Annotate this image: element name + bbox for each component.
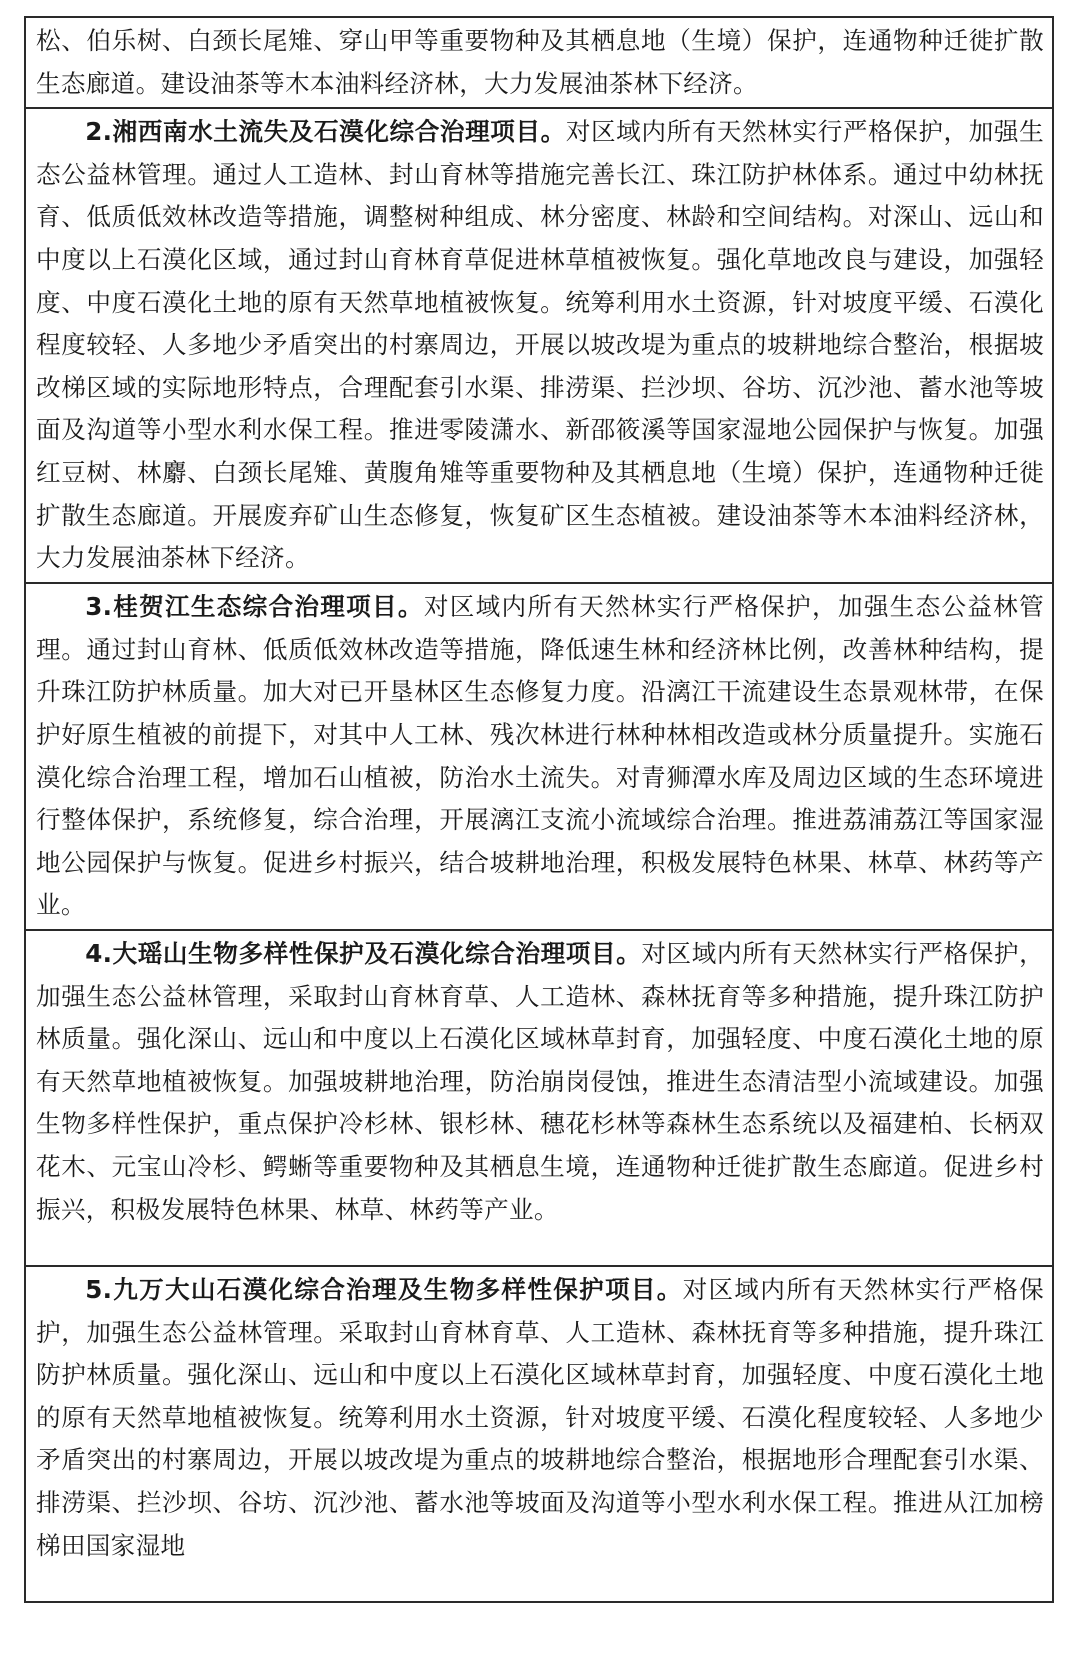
continuation-paragraph <box>36 20 1044 105</box>
table-cell <box>25 17 1053 108</box>
table-cell <box>25 583 1053 930</box>
table-cell <box>25 930 1053 1266</box>
paragraph-body: 对区域内所有天然林实行严格保护，加强生态公益林管理。采取封山育林育草、人工造林、森林抚育等多种措施，提升珠江防护林质量。强化深山、远山和中度以上石漠化区域林草封育，加强轻度、中度石漠化土地的原有天然草地植被恢复。统筹利用水土资源，针对坡度平缓、石漠化程度较轻、人多地少矛盾突出的村寨周边，开展以坡改堤为重点的坡耕地综合整治，根据地形合理配套引水渠、排涝渠、拦沙坝、谷坊、沉沙池、蓄水池等坡面及沟道等小型水利水保工程。推进从江加榜梯田国家湿地 <box>36 1274 1044 1560</box>
table-cell <box>25 1266 1053 1602</box>
paragraph-body: 对区域内所有天然林实行严格保护，加强生态公益林管理，采取封山育林育草、人工造林、森林抚育等多种措施，提升珠江防护林质量。强化深山、远山和中度以上石漠化区域林草封育，加强轻度、中度石漠化土地的原有天然草地植被恢复。加强坡耕地治理，防治崩岗侵蚀，推进生态清洁型小流域建设。加强生物多样性保护，重点保护冷杉林、银杉林、穗花杉林等森林生态系统以及福建柏、长柄双花木、元宝山冷杉、鳄蜥等重要物种及其栖息生境，连通物种迁徙扩散生态廊道。促进乡村振兴，积极发展特色林果、林草、林药等产业。 <box>36 938 1044 1224</box>
project-title: 5.九万大山石漠化综合治理及生物多样性保护项目。 <box>85 1274 683 1304</box>
project-table <box>24 16 1054 1603</box>
paragraph-body: 松、伯乐树、白颈长尾雉、穿山甲等重要物种及其栖息地（生境）保护，连通物种迁徙扩散生态廊道。建设油茶等木本油料经济林，大力发展油茶林下经济。 <box>36 26 1044 98</box>
project-paragraph <box>36 586 1044 927</box>
paragraph-body: 对区域内所有天然林实行严格保护，加强生态公益林管理。通过封山育林、低质低效林改造等措施，降低速生林和经济林比例，改善林种结构，提升珠江防护林质量。加大对已开垦林区生态修复力度。沿漓江干流建设生态景观林带，在保护好原生植被的前提下，对其中人工林、残次林进行林种林相改造或林分质量提升。实施石漠化综合治理工程，增加石山植被，防治水土流失。对青狮潭水库及周边区域的生态环境进行整体保护，系统修复，综合治理，开展漓江支流小流域综合治理。推进荔浦荔江等国家湿地公园保护与恢复。促进乡村振兴，结合坡耕地治理，积极发展特色林果、林草、林药等产业。 <box>36 592 1045 920</box>
project-paragraph <box>36 1269 1044 1567</box>
document-page <box>24 16 1054 1603</box>
paragraph-body: 对区域内所有天然林实行严格保护，加强生态公益林管理。通过人工造林、封山育林等措施完善长江、珠江防护林体系。通过中幼林抚育、低质低效林改造等措施，调整树种组成、林分密度、林龄和空间结构。对深山、远山和中度以上石漠化区域，通过封山育林育草促进林草植被恢复。强化草地改良与建设，加强轻度、中度石漠化土地的原有天然草地植被恢复。统筹利用水土资源，针对坡度平缓、石漠化程度较轻、人多地少矛盾突出的村寨周边，开展以坡改堤为重点的坡耕地综合整治，根据坡改梯区域的实际地形特点，合理配套引水渠、排涝渠、拦沙坝、谷坊、沉沙池、蓄水池等坡面及沟道等小型水利水保工程。推进零陵潇水、新邵筱溪等国家湿地公园保护与恢复。加强红豆树、林麝、白颈长尾雉、黄腹角雉等重要物种及其栖息地（生境）保护，连通物种迁徙扩散生态廊道。开展废弃矿山生态修复，恢复矿区生态植被。建设油茶等木本油料经济林，大力发展油茶林下经济。 <box>36 117 1044 573</box>
table-row <box>25 583 1053 930</box>
project-title: 3.桂贺江生态综合治理项目。 <box>85 592 424 622</box>
table-row <box>25 108 1053 583</box>
project-title: 4.大瑶山生物多样性保护及石漠化综合治理项目。 <box>85 938 642 968</box>
table-row <box>25 930 1053 1266</box>
table-row <box>25 17 1053 108</box>
project-paragraph <box>36 111 1044 580</box>
project-title: 2.湘西南水土流失及石漠化综合治理项目。 <box>85 117 566 147</box>
table-row <box>25 1266 1053 1602</box>
table-cell <box>25 108 1053 583</box>
project-paragraph <box>36 933 1044 1231</box>
